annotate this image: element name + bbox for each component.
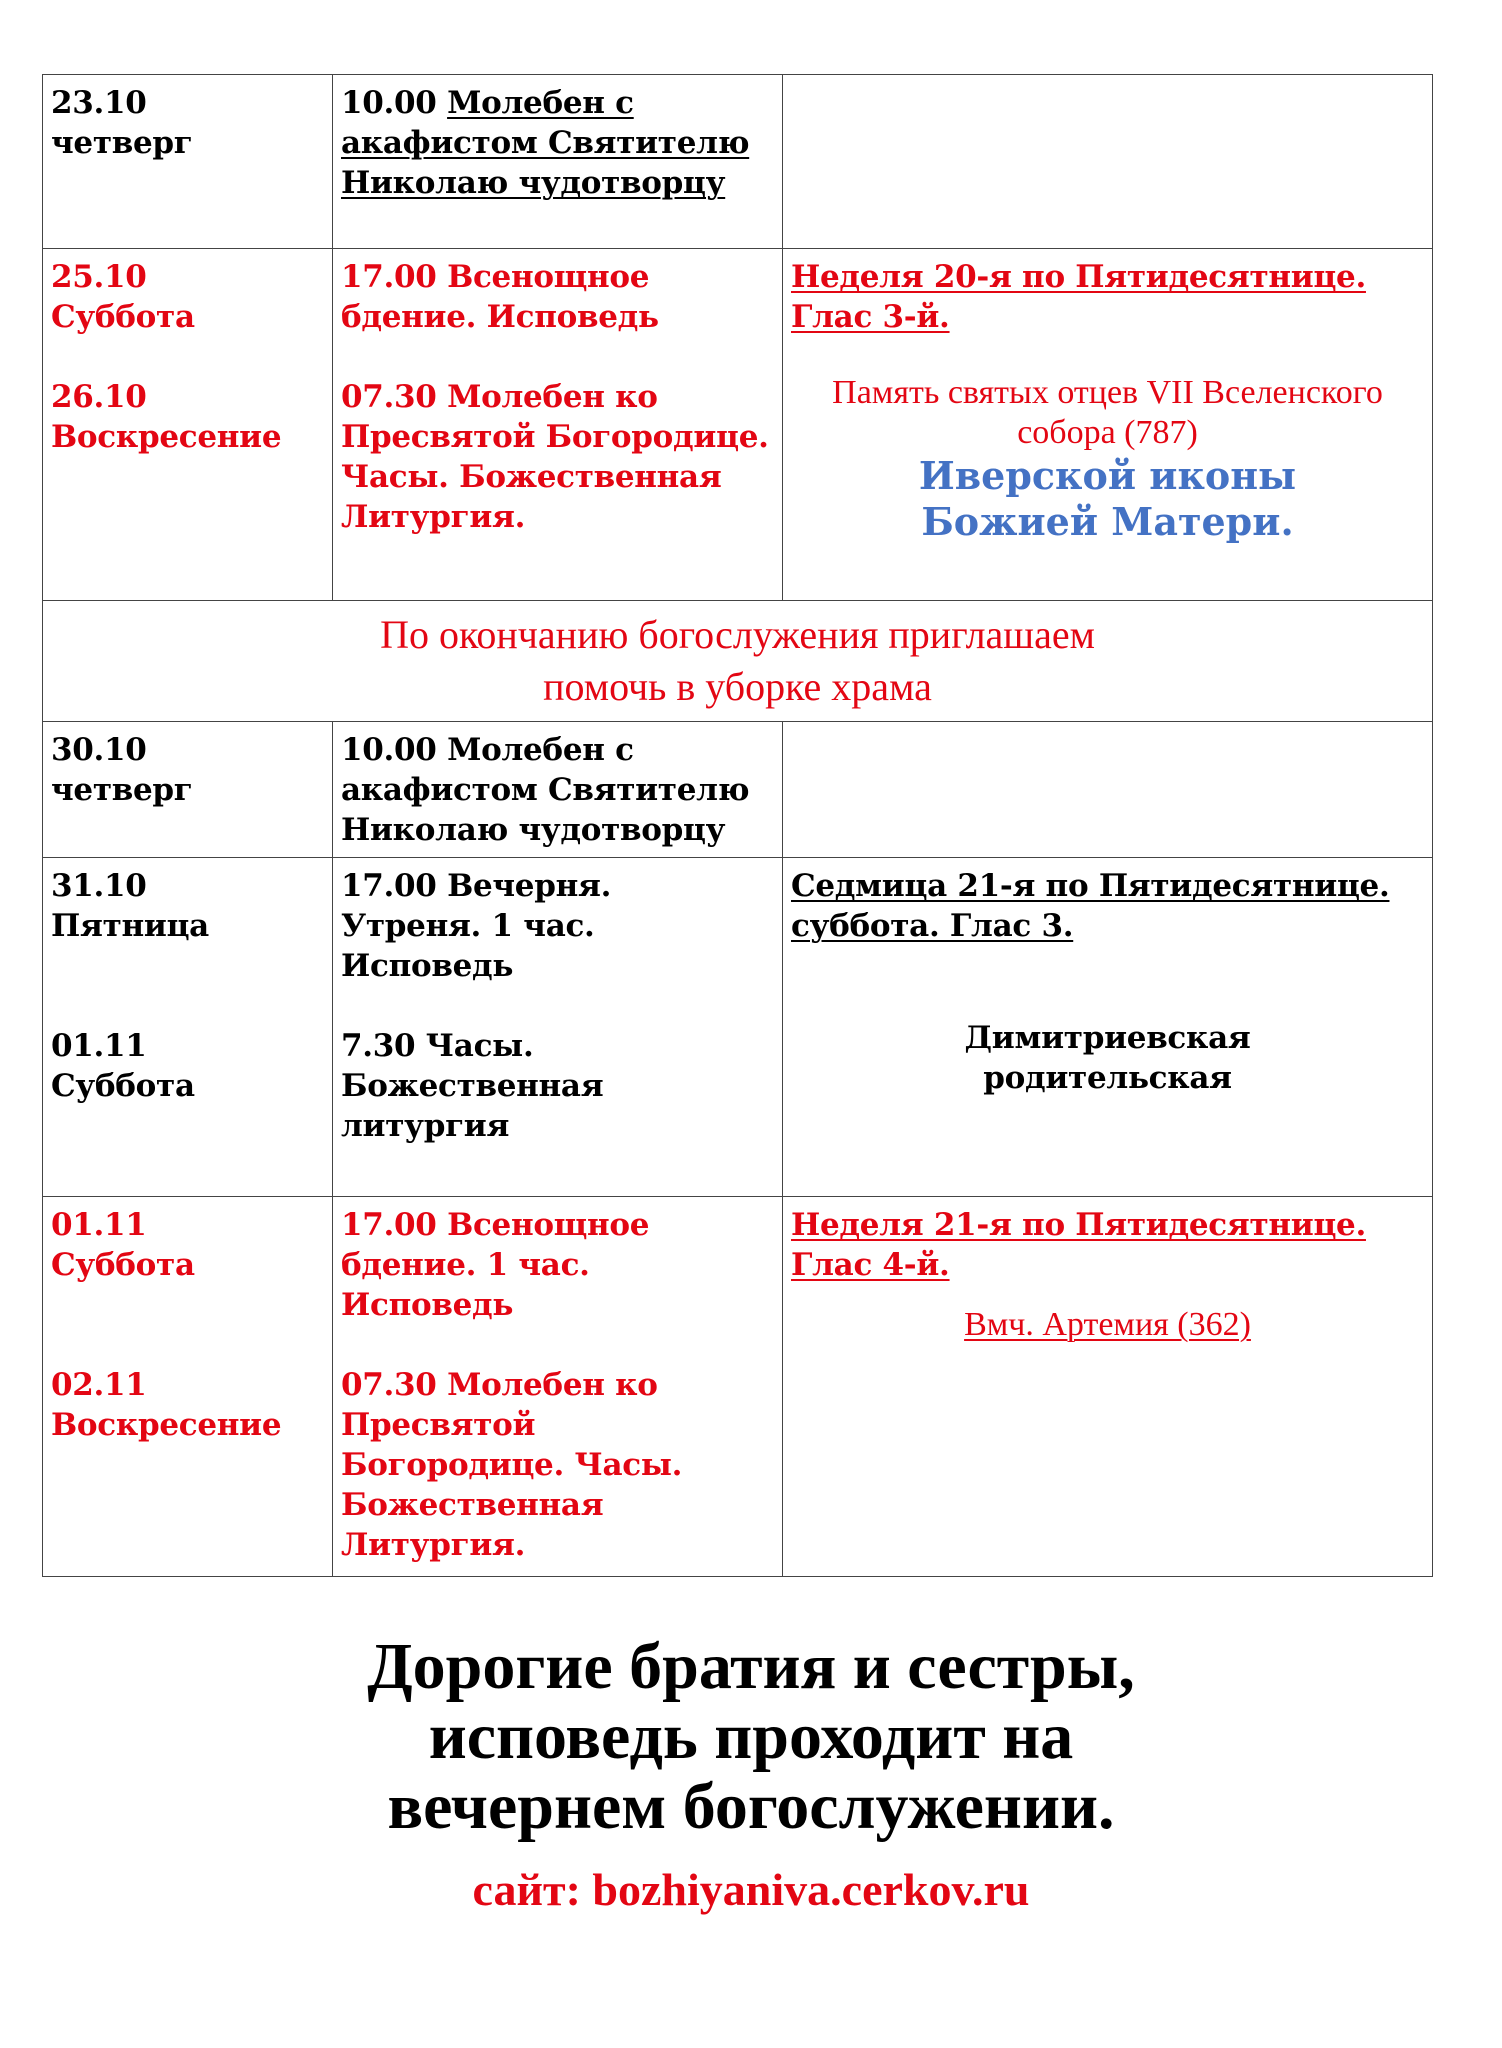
weekday: Суббота — [51, 1068, 195, 1104]
service-morning: 07.30 Молебен ко Пресвятой Богородице. Часы. Божественная Литургия. — [341, 1367, 683, 1563]
date: 25.10 — [51, 259, 147, 295]
notice-line-2: помочь в уборке храма — [543, 664, 932, 709]
website-link[interactable]: сайт: bozhiyaniva.cerkov.ru — [472, 1864, 1030, 1915]
weekday: Воскресение — [51, 419, 282, 455]
weekday: Воскресение — [51, 1407, 282, 1443]
weekday: четверг — [51, 125, 193, 161]
feast-cell — [783, 858, 1433, 1197]
service-evening: 17.00 Всенощное бдение. Исповедь — [341, 259, 659, 335]
service-evening: 17.00 Вечерня. Утреня. 1 час. Исповедь — [341, 868, 612, 984]
date-cell — [43, 75, 333, 249]
service-cell — [333, 249, 783, 601]
weekday: Суббота — [51, 299, 195, 335]
commemoration: Вмч. Артемия (362) — [964, 1306, 1251, 1343]
service-evening: 17.00 Всенощное бдение. 1 час. Исповедь — [341, 1207, 650, 1323]
weekday: Суббота — [51, 1247, 195, 1283]
footer-line-2: исповедь проходит на — [428, 1700, 1074, 1773]
cleaning-notice — [43, 601, 1433, 722]
date: 31.10 — [51, 868, 147, 904]
date-cell — [43, 858, 333, 1197]
footer-line-3: вечернем богослужении. — [387, 1770, 1115, 1843]
service-cell — [333, 722, 783, 858]
schedule-table — [42, 74, 1433, 1577]
service-cell — [333, 75, 783, 249]
commemoration: Димитриевская родительская — [964, 1020, 1251, 1096]
notice-row — [43, 601, 1433, 722]
date: 26.10 — [51, 379, 147, 415]
service-cell — [333, 1197, 783, 1577]
date: 01.11 — [51, 1028, 147, 1064]
schedule-row-01-02-11 — [43, 1197, 1433, 1577]
weekday: Пятница — [51, 908, 209, 944]
feast-title: Седмица 21-я по Пятидесятнице. суббота. Глас 3. — [791, 868, 1390, 944]
feast-title: Неделя 20-я по Пятидесятнице. Глас 3-й. — [791, 259, 1366, 335]
feast-cell — [783, 75, 1433, 249]
schedule-row-30-10 — [43, 722, 1433, 858]
service-cell — [333, 858, 783, 1197]
service-morning: 7.30 Часы. Божественная литургия — [341, 1028, 604, 1144]
commemoration: Память святых отцев VII Вселенского собора (787) — [832, 374, 1383, 451]
date: 30.10 — [51, 732, 147, 768]
service-morning: 07.30 Молебен ко Пресвятой Богородице. Часы. Божественная Литургия. — [341, 379, 769, 535]
date-cell — [43, 722, 333, 858]
schedule-row-31-10-01-11 — [43, 858, 1433, 1197]
service-time: 10.00 — [341, 85, 437, 121]
weekday: четверг — [51, 772, 193, 808]
service-name: 10.00 Молебен с акафистом Святителю Николаю чудотворцу — [341, 732, 750, 848]
date: 01.11 — [51, 1207, 147, 1243]
date-cell — [43, 1197, 333, 1577]
notice-line-1: По окончанию богослужения приглашаем — [380, 612, 1095, 657]
confession-notice — [0, 1632, 1502, 1842]
feast-cell — [783, 1197, 1433, 1577]
feast-cell — [783, 722, 1433, 858]
schedule-row-25-26-10 — [43, 249, 1433, 601]
feast-title: Неделя 21-я по Пятидесятнице. Глас 4-й. — [791, 1207, 1366, 1283]
date: 02.11 — [51, 1367, 147, 1403]
service-name: Молебен с акафистом Святителю Николаю чудотворцу — [341, 85, 750, 201]
date: 23.10 — [51, 85, 147, 121]
icon-feast: Иверской иконы Божией Матери. — [918, 453, 1297, 544]
feast-cell — [783, 249, 1433, 601]
footer-line-1: Дорогие братия и сестры, — [367, 1630, 1135, 1703]
schedule-row-23-10 — [43, 75, 1433, 249]
date-cell — [43, 249, 333, 601]
